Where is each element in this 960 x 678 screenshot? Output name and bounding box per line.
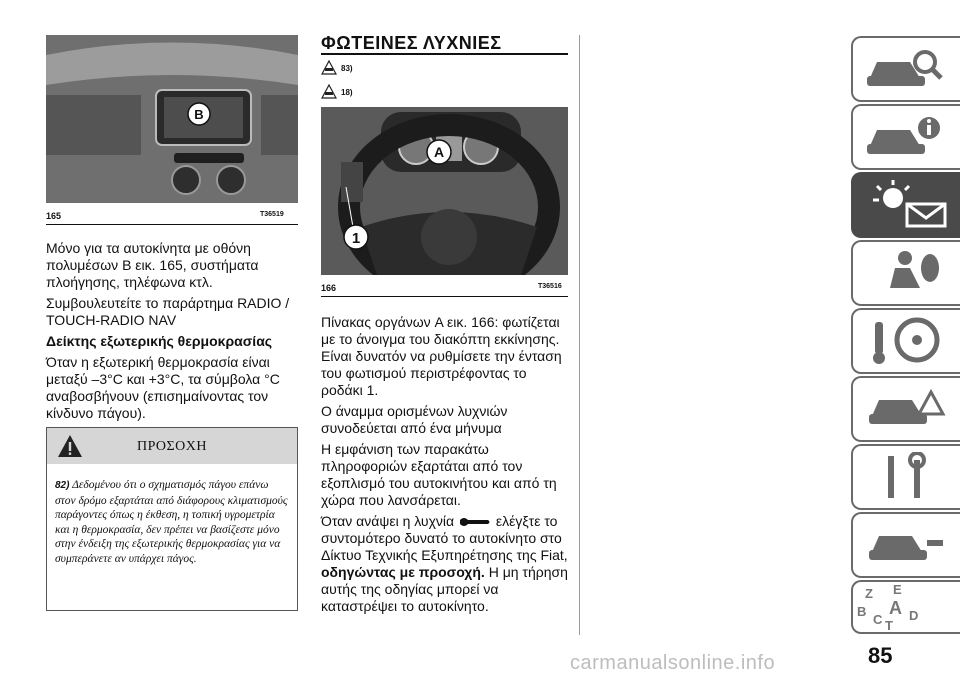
- left-text-block: [46, 240, 300, 426]
- tab-warning-lights[interactable]: [851, 172, 960, 238]
- para4-bold: οδηγώντας με προσοχή.: [321, 564, 485, 580]
- para4-part-a: Όταν ανάψει η λυχνία: [321, 513, 455, 529]
- middle-paragraph-1: Πίνακας οργάνων A εικ. 166: φωτίζεται με το άνοιγμα του διακόπτη εκκίνησης. Είναι δυνατόν να ρυθμίσετε την ένταση του φωτισμού περιστρέφοντας το ροδάκι 1.: [321, 314, 562, 398]
- figure-166-number: 166: [321, 283, 337, 293]
- reference-row-1: [321, 60, 353, 76]
- figure-165-image: [46, 35, 298, 203]
- middle-paragraph-2: Ο άναμμα ορισμένων λυχνιών συνοδεύεται από ένα μήνυμα: [321, 403, 508, 436]
- tab-maintenance[interactable]: [851, 444, 960, 510]
- tab-vehicle-info[interactable]: [851, 104, 960, 170]
- middle-text-block: [321, 314, 571, 619]
- figure-166-code: T36516: [538, 283, 562, 290]
- warning-note-number: 82): [55, 480, 70, 491]
- para4-part-c: το συντομότερο δυνατό το αυτοκίνητο στο Δίκτυο Τεχνικής Εξυπηρέτησης της Fiat,: [321, 513, 568, 563]
- steering-wheel-illustration: [321, 107, 568, 275]
- tab-vehicle-search[interactable]: [851, 36, 960, 102]
- key-steering-icon: [867, 316, 947, 366]
- car-triangle-icon: [867, 384, 947, 434]
- callout-1: 1: [351, 230, 361, 247]
- car-magnifier-icon: [865, 46, 945, 92]
- tab-technical-data[interactable]: [851, 512, 960, 578]
- outside-temperature-heading: Δείκτης εξωτερικής θερμοκρασίας: [46, 333, 273, 349]
- index-letter: B: [857, 604, 867, 619]
- index-letters: [853, 582, 960, 632]
- warning-box: [46, 427, 298, 611]
- figure-165-number: 165: [46, 211, 62, 221]
- index-letter: T: [885, 618, 893, 633]
- section-title: ΦΩΤΕΙΝΕΣ ΛΥΧΝΙΕΣ: [321, 33, 502, 53]
- index-letter: C: [873, 612, 883, 627]
- seat-airbag-icon: [875, 248, 945, 298]
- section-title-rule: [321, 53, 568, 55]
- index-letter: Z: [865, 586, 873, 601]
- middle-paragraph-3: Η εμφάνιση των παρακάτω πληροφοριών εξαρτάται από τον εξοπλισμό του αυτοκινήτου και από τη χώρα που λανσάρεται.: [321, 441, 557, 508]
- lamp-message-icon: [871, 180, 951, 230]
- left-paragraph-1: Μόνο για τα αυτοκίνητα με οθόνη πολυμέσων B εικ. 165, συστήματα πλοήγησης, τηλέφωνα κτλ.: [46, 240, 259, 290]
- car-wrench-icon: [867, 520, 947, 570]
- left-paragraph-3: Όταν η εξωτερική θερμοκρασία είναι μεταξύ –3°C και +3°C, τα σύμβολα °C αναβοσβήνουν (επισημαίνοντας τον κίνδυνο πάγου).: [46, 354, 280, 421]
- figure-166-image: [321, 107, 568, 275]
- reference-18: 18): [341, 87, 353, 97]
- reference-83: 83): [341, 63, 353, 73]
- tab-index[interactable]: [851, 580, 960, 634]
- dashboard-screen-illustration: [46, 35, 298, 203]
- middle-paragraph-4: [321, 513, 571, 615]
- figure-165-caption-rule: [46, 224, 298, 225]
- figure-166-caption-rule: [321, 296, 568, 297]
- car-caution-reference-icon: [321, 84, 337, 100]
- para4-part-b: ελέγξτε: [495, 513, 541, 529]
- figure-165-code: T36519: [260, 211, 284, 218]
- callout-a: A: [433, 144, 445, 160]
- column-divider: [579, 35, 580, 635]
- tab-safety[interactable]: [851, 240, 960, 306]
- callout-b: B: [194, 107, 204, 122]
- index-letter: D: [909, 608, 919, 623]
- warning-title: ΠΡΟΣΟΧΗ: [137, 439, 207, 454]
- index-letter: E: [893, 582, 902, 597]
- tools-icon: [877, 452, 937, 502]
- wrench-warning-icon: [458, 516, 492, 528]
- tab-emergency[interactable]: [851, 376, 960, 442]
- reference-row-2: [321, 84, 353, 100]
- watermark: carmanualsonline.info: [570, 652, 776, 674]
- page-number: 85: [868, 643, 893, 668]
- car-warning-reference-icon: [321, 60, 337, 76]
- left-paragraph-2: Συμβουλευτείτε το παράρτημα RADIO / TOUCH-RADIO NAV: [46, 295, 290, 328]
- index-letter: A: [889, 598, 902, 618]
- warning-text: Δεδομένου ότι ο σχηματισμός πάγου επάνω στον δρόμο εξαρτάται από διάφορους κλιματισμούς παράγοντες όπως η έκθεση, η τοπική υγρομετρία και η θερμοκρασία, δεν πρέπει να βασίζεστε μόνο στην ένδειξη της εξωτερικής θερμοκρασίας για να συμπεράνετε αν υπάρχει πάγος.: [55, 479, 288, 565]
- tab-starting-driving[interactable]: [851, 308, 960, 374]
- car-info-icon: [865, 114, 945, 160]
- para4-part-d: Η μη τήρηση αυτής της οδηγίας μπορεί να καταστρέψει το αυτοκίνητο.: [321, 564, 568, 614]
- warning-body: [47, 464, 297, 566]
- warning-header: [47, 428, 297, 464]
